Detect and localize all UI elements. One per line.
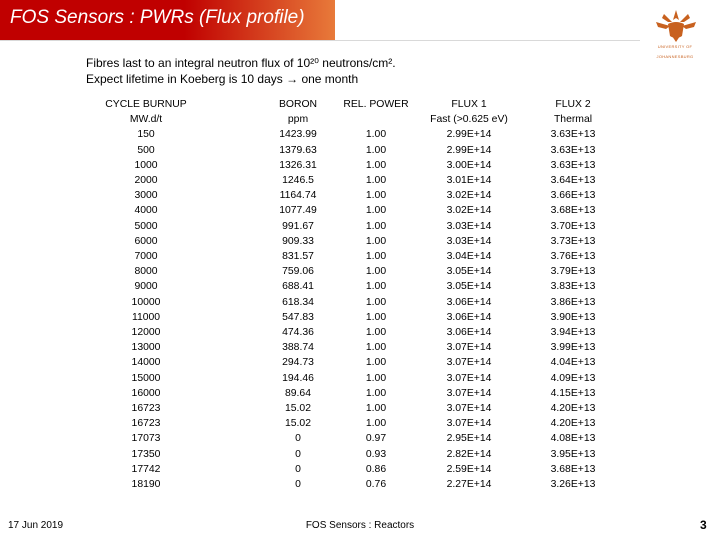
table-cell: 9000 bbox=[134, 281, 158, 293]
table-cell: 1.00 bbox=[365, 129, 387, 141]
column-header: FLUX 2 bbox=[555, 99, 591, 110]
column-header: BORON bbox=[278, 99, 318, 110]
table-cell: 0 bbox=[295, 479, 301, 491]
slide-title: FOS Sensors : PWRs (Flux profile) bbox=[10, 7, 305, 28]
table-cell: 0 bbox=[295, 448, 301, 460]
table-cell: 17742 bbox=[131, 463, 161, 475]
table-cell: 3.02E+14 bbox=[446, 205, 492, 217]
table-cell: 13000 bbox=[131, 342, 161, 354]
table-cell: 150 bbox=[137, 129, 155, 141]
table-cell: 3.07E+14 bbox=[446, 342, 492, 354]
table-cell: 4.15E+13 bbox=[550, 387, 596, 399]
table-cell: 3.79E+13 bbox=[550, 266, 596, 278]
page-number: 3 bbox=[700, 518, 707, 532]
table-cell: 3000 bbox=[134, 190, 158, 202]
table-cell: 12000 bbox=[131, 327, 161, 339]
table-cell: 4000 bbox=[134, 205, 158, 217]
table-cell: 17073 bbox=[131, 433, 161, 445]
table-cell: 3.06E+14 bbox=[446, 311, 492, 323]
table-cell: 10000 bbox=[131, 296, 161, 308]
table-cell: 18190 bbox=[131, 479, 161, 491]
table-cell: 3.07E+14 bbox=[446, 387, 492, 399]
footer-center-text: FOS Sensors : Reactors bbox=[305, 520, 415, 531]
column-subheader: Thermal bbox=[553, 114, 593, 126]
table-cell: 4.09E+13 bbox=[550, 372, 596, 384]
table-cell: 1423.99 bbox=[279, 129, 317, 141]
table-cell: 1.00 bbox=[365, 418, 387, 430]
table-cell: 388.74 bbox=[282, 342, 314, 354]
table-cell: 2.27E+14 bbox=[446, 479, 492, 491]
table-cell: 3.83E+13 bbox=[550, 281, 596, 293]
table-cell: 3.00E+14 bbox=[446, 159, 492, 171]
table-cell: 3.03E+14 bbox=[446, 220, 492, 232]
table-cell: 4.08E+13 bbox=[550, 433, 596, 445]
table-cell: 3.95E+13 bbox=[550, 448, 596, 460]
table-cell: 3.68E+13 bbox=[550, 463, 596, 475]
table-cell: 1.00 bbox=[365, 266, 387, 278]
title-divider bbox=[0, 40, 640, 41]
table-cell: 3.86E+13 bbox=[550, 296, 596, 308]
column-subheader bbox=[336, 112, 416, 127]
table-cell: 3.68E+13 bbox=[550, 205, 596, 217]
table-cell: 1.00 bbox=[365, 403, 387, 415]
table-cell: 3.64E+13 bbox=[550, 175, 596, 187]
table-cell: 1.00 bbox=[365, 251, 387, 263]
table-cell: 1164.74 bbox=[279, 190, 317, 202]
flux2-column bbox=[528, 97, 618, 492]
table-cell: 1.00 bbox=[365, 327, 387, 339]
table-cell: 909.33 bbox=[282, 235, 314, 247]
table-cell: 11000 bbox=[131, 311, 161, 323]
table-cell: 3.03E+14 bbox=[446, 235, 492, 247]
rel-power-column bbox=[336, 97, 416, 492]
column-header: FLUX 1 bbox=[451, 99, 487, 110]
flux1-column bbox=[414, 97, 524, 492]
table-cell: 2.95E+14 bbox=[446, 433, 492, 445]
table-cell: 1379.63 bbox=[279, 144, 317, 156]
table-cell: 3.04E+14 bbox=[446, 251, 492, 263]
table-cell: 2.59E+14 bbox=[446, 463, 492, 475]
table-cell: 1.00 bbox=[365, 387, 387, 399]
table-cell: 3.07E+14 bbox=[446, 372, 492, 384]
table-cell: 3.07E+14 bbox=[446, 357, 492, 369]
table-cell: 0.76 bbox=[365, 479, 387, 491]
table-cell: 3.05E+14 bbox=[446, 266, 492, 278]
table-cell: 15000 bbox=[131, 372, 161, 384]
table-cell: 89.64 bbox=[284, 387, 311, 399]
table-cell: 3.63E+13 bbox=[550, 129, 596, 141]
table-cell: 6000 bbox=[134, 235, 158, 247]
table-cell: 1.00 bbox=[365, 235, 387, 247]
boron-column bbox=[258, 97, 338, 492]
table-cell: 1.00 bbox=[365, 311, 387, 323]
table-cell: 3.66E+13 bbox=[550, 190, 596, 202]
table-cell: 618.34 bbox=[282, 296, 314, 308]
table-cell: 3.63E+13 bbox=[550, 144, 596, 156]
table-cell: 688.41 bbox=[282, 281, 314, 293]
logo-text-line1: UNIVERSITY OF bbox=[657, 44, 693, 49]
table-cell: 1.00 bbox=[365, 220, 387, 232]
table-cell: 1.00 bbox=[365, 175, 387, 186]
table-cell: 8000 bbox=[134, 266, 158, 278]
column-subheader: MW.d/t bbox=[129, 114, 163, 126]
table-cell: 0 bbox=[295, 463, 301, 475]
table-cell: 1.00 bbox=[365, 144, 387, 156]
table-cell: 1.00 bbox=[365, 159, 387, 171]
intro-line-1: Fibres last to an integral neutron flux of 10²⁰ neutrons/cm². bbox=[86, 56, 396, 70]
table-cell: 3.63E+13 bbox=[550, 159, 596, 171]
table-cell: 1.00 bbox=[365, 372, 387, 384]
table-cell: 3.73E+13 bbox=[550, 235, 596, 247]
table-cell: 4.20E+13 bbox=[550, 403, 596, 415]
table-cell: 3.76E+13 bbox=[550, 251, 596, 263]
table-cell: 3.06E+14 bbox=[446, 327, 492, 339]
table-cell: 3.05E+14 bbox=[446, 281, 492, 293]
table-cell: 3.99E+13 bbox=[550, 342, 596, 354]
table-cell: 759.06 bbox=[282, 266, 314, 278]
table-cell: 3.70E+13 bbox=[550, 220, 596, 232]
table-cell: 294.73 bbox=[282, 357, 314, 369]
table-cell: 1.00 bbox=[365, 281, 387, 293]
logo-text-line2: JOHANNESBURG bbox=[656, 54, 694, 59]
table-cell: 3.90E+13 bbox=[550, 311, 596, 323]
column-subheader: Fast (>0.625 eV) bbox=[430, 114, 508, 126]
table-cell: 991.67 bbox=[282, 220, 314, 232]
table-cell: 194.46 bbox=[282, 372, 314, 384]
table-cell: 15.02 bbox=[284, 418, 311, 430]
table-cell: 1326.31 bbox=[279, 159, 317, 171]
table-cell: 5000 bbox=[134, 220, 158, 232]
intro-line-2: Expect lifetime in Koeberg is 10 days → one month bbox=[86, 72, 359, 86]
table-cell: 2000 bbox=[134, 175, 158, 187]
table-cell: 1000 bbox=[134, 159, 158, 171]
table-cell: 2.99E+14 bbox=[446, 144, 492, 156]
table-cell: 0.97 bbox=[365, 433, 387, 445]
table-cell: 16723 bbox=[131, 403, 161, 415]
table-cell: 15.02 bbox=[284, 403, 311, 415]
table-cell: 3.94E+13 bbox=[550, 327, 596, 339]
table-cell: 0.93 bbox=[365, 448, 387, 460]
table-cell: 3.26E+13 bbox=[550, 479, 596, 491]
table-cell: 14000 bbox=[131, 357, 161, 369]
table-cell: 2.82E+14 bbox=[446, 448, 492, 460]
table-cell: 7000 bbox=[134, 251, 158, 263]
table-cell: 3.06E+14 bbox=[446, 296, 492, 308]
table-cell: 1.00 bbox=[365, 205, 387, 217]
table-cell: 4.20E+13 bbox=[550, 418, 596, 430]
footer-date: 17 Jun 2019 bbox=[8, 520, 64, 531]
table-cell: 16723 bbox=[131, 418, 161, 430]
title-bar bbox=[0, 0, 335, 40]
table-cell: 2.99E+14 bbox=[446, 129, 492, 141]
table-cell: 3.07E+14 bbox=[446, 418, 492, 430]
burnup-column bbox=[96, 97, 196, 492]
column-header: REL. POWER bbox=[343, 99, 409, 110]
table-cell: 0 bbox=[295, 433, 301, 445]
table-cell: 16000 bbox=[131, 387, 161, 399]
table-cell: 1.00 bbox=[365, 357, 387, 369]
table-cell: 17350 bbox=[131, 448, 161, 460]
table-cell: 474.36 bbox=[282, 327, 314, 339]
column-header: CYCLE BURNUP bbox=[105, 99, 187, 110]
table-cell: 3.02E+14 bbox=[446, 190, 492, 202]
table-cell: 547.83 bbox=[282, 311, 314, 323]
column-subheader: ppm bbox=[287, 114, 309, 126]
table-cell: 831.57 bbox=[282, 251, 314, 263]
intro-text bbox=[86, 55, 396, 87]
table-cell: 500 bbox=[137, 144, 155, 156]
table-cell: 1.00 bbox=[365, 296, 387, 308]
table-cell: 3.07E+14 bbox=[446, 403, 492, 415]
table-cell: 1.00 bbox=[365, 342, 387, 354]
table-cell: 1077.49 bbox=[279, 205, 317, 217]
table-cell: 3.01E+14 bbox=[446, 175, 492, 187]
table-cell: 1246.5 bbox=[282, 175, 314, 187]
table-cell: 1.00 bbox=[365, 190, 387, 202]
table-cell: 0.86 bbox=[365, 463, 387, 475]
table-cell: 4.04E+13 bbox=[550, 357, 596, 369]
